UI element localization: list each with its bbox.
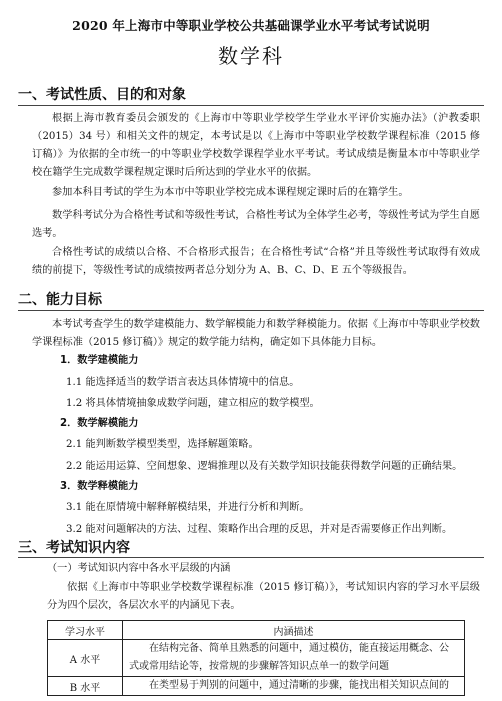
subheading-interpreting: 3．数学释模能力 — [60, 481, 139, 492]
list-item: 3.2 能对问题解决的方法、过程、策略作出合理的反思，并对是否需要修正作出判断。 — [66, 524, 453, 535]
paragraph: 数学科考试分为合格性考试和等级性考试，合格性考试为全体学生必考，等级性考试为学生自愿选考。 — [32, 210, 480, 239]
list-item: 1.2 将具体情境抽象成数学问题，建立相应的数学模型。 — [66, 398, 320, 409]
column-header-description: 内涵描述 — [123, 621, 465, 640]
paragraph: 依据《上海市中等职业学校数学课程标准（2015 修订稿）》，考试知识内容的学习水平层级分为四个层次，各层次水平的内涵见下表。 — [47, 582, 480, 611]
list-item: 3.1 能在原情境中解释解模结果，并进行分析和判断。 — [66, 502, 310, 513]
section-divider — [18, 105, 484, 106]
subheading-modeling: 1．数学建模能力 — [60, 355, 139, 366]
paragraph: 本考试考查学生的数学建模能力、数学解模能力和数学释模能力。依据《上海市中等职业学校数学课程标准（2015 修订稿）》规定的数学能力结构，确定如下具体能力目标。 — [32, 319, 480, 348]
column-header-level: 学习水平 — [48, 621, 123, 640]
list-item: 2.1 能判断数学模型类型，选择解题策略。 — [66, 439, 259, 450]
section-divider — [18, 557, 484, 558]
level-cell: B 水平 — [48, 677, 123, 696]
subject-title: 数学科 — [218, 44, 284, 68]
document-title: 2020 年上海市中等职业学校公共基础课学业水平考试考试说明 — [72, 18, 430, 33]
description-cell: 在类型易于判别的问题中，通过清晰的步骤，能找出相关知识点间的 — [123, 677, 465, 696]
section-divider — [18, 310, 484, 311]
description-cell: 在结构完备、简单且熟悉的问题中，通过模仿，能直接运用概念、公式或常用结论等，按常规的步骤解答知识点单一的数学问题 — [123, 640, 465, 677]
section-heading-2: 二、能力目标 — [18, 292, 102, 308]
paragraph: 参加本科目考试的学生为本市中等职业学校完成本课程规定课时后的在籍学生。 — [52, 187, 409, 198]
subheading-solving: 2．数学解模能力 — [60, 418, 139, 429]
table-row — [48, 640, 465, 677]
list-item: 1.1 能选择适当的数学语言表达具体情境中的信息。 — [66, 377, 300, 388]
table-header-row — [48, 621, 465, 640]
level-cell: A 水平 — [48, 640, 123, 677]
paragraph: 根据上海市教育委员会颁发的《上海市中等职业学校学生学业水平评价实施办法》（沪教委职（2015）34 号）和相关文件的规定，本考试是以《上海市中等职业学校数学课程标准（2015 修订稿）》为依据的全市统一的中等职业学校数学课程学业水平考试。考试成绩是衡量本市中等职业学校在籍学生完成数学课程规定课时后所达到的学业水平的依据。 — [32, 113, 480, 178]
table-row — [48, 677, 465, 696]
learning-level-table — [47, 620, 465, 696]
paragraph: 合格性考试的成绩以合格、不合格形式报告；在合格性考试“合格”并且等级性考试取得有效成绩的前提下，等级性考试的成绩按两者总分划分为 A、B、C、D、E 五个等级报告。 — [32, 247, 480, 276]
subsection-title: （一）考试知识内容中各水平层级的内涵 — [47, 563, 231, 574]
list-item: 2.2 能运用运算、空间想象、逻辑推理以及有关数学知识技能获得数学问题的正确结果。 — [66, 461, 463, 472]
section-heading-1: 一、考试性质、目的和对象 — [18, 87, 186, 103]
section-heading-3: 三、考试知识内容 — [18, 540, 130, 556]
